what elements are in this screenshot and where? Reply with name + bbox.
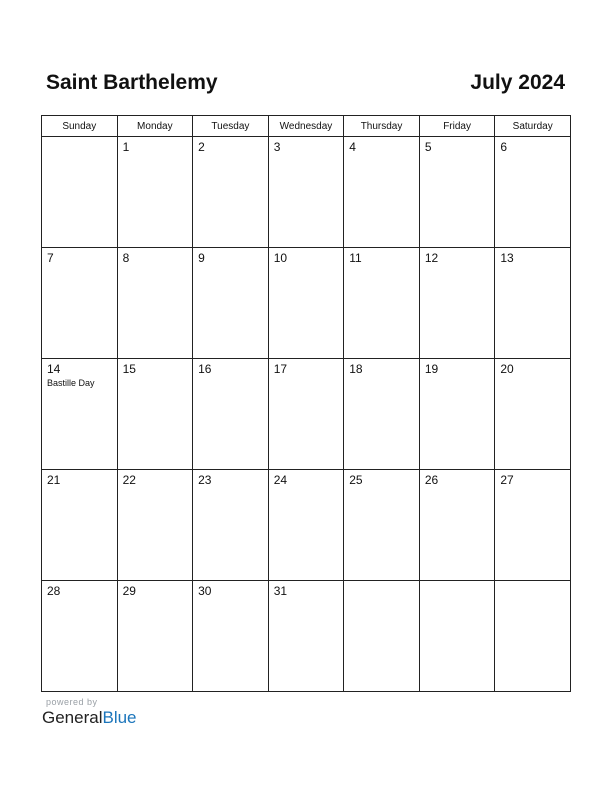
day-number: 9 [198,251,205,265]
calendar-title: Saint Barthelemy [46,71,218,94]
day-number: 19 [424,362,439,376]
calendar-day-cell [495,581,571,692]
calendar-day-cell [117,248,193,359]
logo-general: General [42,708,103,727]
calendar-grid [41,115,571,692]
calendar-day-cell [42,137,118,248]
day-number: 11 [349,251,362,265]
weekday-header-row [42,116,571,137]
calendar-day-cell [193,248,269,359]
day-number: 30 [198,584,212,598]
calendar-day-cell [117,470,193,581]
calendar-day-cell [268,137,344,248]
calendar-day-cell [193,581,269,692]
day-number: 16 [198,362,212,376]
calendar-day-cell [419,581,495,692]
calendar-day-cell [268,581,344,692]
calendar-day-cell [42,359,118,470]
calendar-day-cell [117,359,193,470]
calendar-day-cell [419,137,495,248]
weekday-wednesday: Wednesday [268,116,344,137]
weekday-friday: Friday [419,116,495,137]
generalblue-logo [42,708,137,728]
day-number: 31 [273,584,288,598]
calendar-day-cell [495,137,571,248]
calendar-week-row [42,359,571,470]
logo-blue: Blue [102,708,137,727]
calendar-week-row [42,470,571,581]
calendar-day-cell [268,248,344,359]
weekday-tuesday: Tuesday [193,116,269,137]
day-number: 17 [273,362,288,376]
day-number: 1 [122,140,130,154]
calendar-day-cell [42,248,118,359]
calendar-day-cell [268,359,344,470]
day-number: 24 [273,473,288,487]
day-number: 4 [349,140,356,154]
calendar-day-cell [344,137,420,248]
day-number: 14 [47,362,61,376]
calendar-day-cell [495,359,571,470]
day-number: 18 [349,362,363,376]
calendar-day-cell [117,581,193,692]
day-number: 7 [47,251,54,265]
calendar-day-cell [419,248,495,359]
weekday-saturday: Saturday [495,116,571,137]
weekday-thursday: Thursday [344,116,420,137]
day-number: 6 [500,140,508,154]
calendar-day-cell [495,470,571,581]
calendar-day-cell [117,137,193,248]
day-number: 15 [122,362,136,376]
day-number: 27 [500,473,514,487]
calendar-day-cell [495,248,571,359]
calendar-day-cell [193,137,269,248]
calendar-week-row [42,137,571,248]
calendar-week-row [42,581,571,692]
day-number: 28 [47,584,61,598]
calendar-day-cell [193,359,269,470]
calendar-month: July 2024 [470,71,565,94]
day-number: 3 [273,140,281,154]
day-number: 8 [122,251,130,265]
calendar-day-cell [344,359,420,470]
day-number: 25 [349,473,363,487]
calendar-day-cell [193,470,269,581]
day-number: 26 [424,473,439,487]
calendar-body [42,137,571,692]
day-number: 5 [424,140,432,154]
weekday-monday: Monday [117,116,193,137]
day-number: 20 [500,362,514,376]
calendar-day-cell [42,470,118,581]
calendar-day-cell [419,359,495,470]
day-number: 29 [122,584,136,598]
calendar-day-cell [419,470,495,581]
day-number: 10 [273,251,288,265]
powered-by-text: powered by [46,697,98,707]
day-number: 2 [198,140,205,154]
calendar-day-cell [42,581,118,692]
calendar-day-cell [344,581,420,692]
calendar-week-row [42,248,571,359]
calendar-day-cell [344,470,420,581]
holiday-label: Bastille Day [47,378,95,388]
calendar-day-cell [344,248,420,359]
day-number: 21 [47,473,61,487]
weekday-sunday: Sunday [42,116,118,137]
day-number: 22 [122,473,136,487]
calendar-day-cell [268,470,344,581]
day-number: 23 [198,473,212,487]
day-number: 13 [500,251,514,265]
day-number: 12 [424,251,439,265]
